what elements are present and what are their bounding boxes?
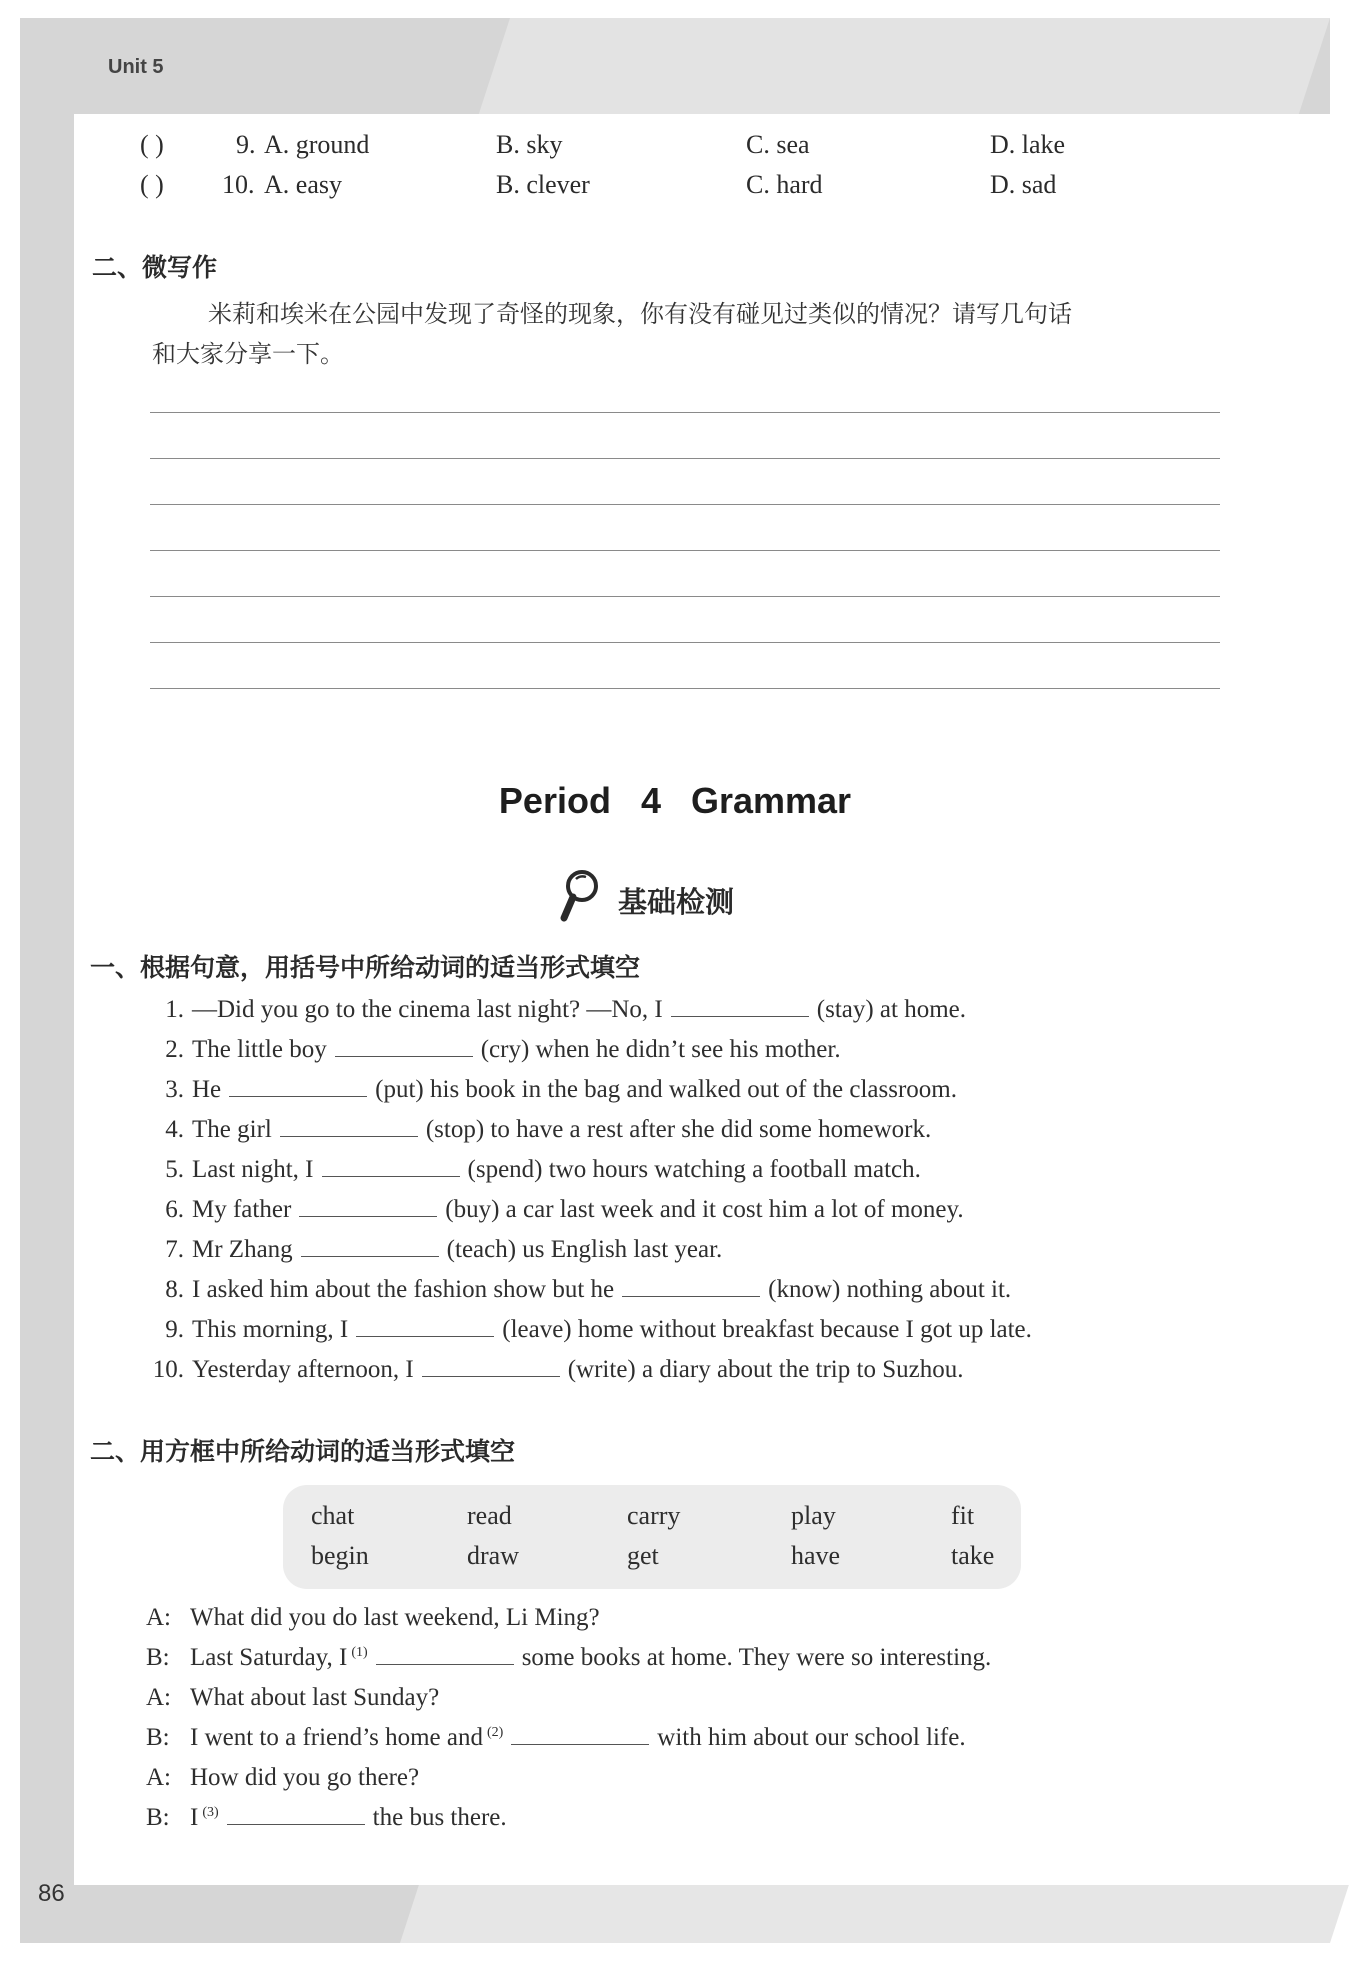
writing-line[interactable]	[150, 412, 1220, 413]
writing-line[interactable]	[150, 596, 1220, 597]
item-number: 10.	[152, 1356, 184, 1383]
option-a: A. easy	[264, 170, 342, 199]
option-b: B. clever	[496, 170, 590, 199]
exercise-item	[148, 996, 966, 1024]
item-text-after: (spend) two hours watching a football match.	[467, 1156, 921, 1183]
word-item: get	[627, 1541, 659, 1570]
answer-paren[interactable]: ( )	[140, 130, 164, 159]
dialogue-text-after: the bus there.	[372, 1804, 507, 1831]
word-item: chat	[311, 1501, 355, 1530]
answer-blank[interactable]	[301, 1237, 439, 1257]
speaker-label: A:	[146, 1764, 171, 1791]
question-number: 9.	[236, 130, 256, 159]
item-number: 1.	[165, 996, 184, 1023]
question-number: 10.	[222, 170, 255, 199]
answer-blank[interactable]	[229, 1077, 367, 1097]
item-number: 5.	[165, 1156, 184, 1183]
word-item: read	[467, 1501, 512, 1530]
period-title: Period 4 Grammar	[498, 780, 852, 821]
section-title: 基础检测	[618, 885, 735, 919]
dialogue-line	[146, 1644, 991, 1672]
word-item: fit	[951, 1501, 975, 1530]
item-text-after: (write) a diary about the trip to Suzhou.	[567, 1356, 964, 1383]
exercise-item	[148, 1116, 931, 1144]
exercise-item	[148, 1276, 1011, 1304]
option-c: C. sea	[746, 130, 810, 159]
word-item: begin	[311, 1541, 369, 1570]
speaker-label: B:	[146, 1724, 170, 1751]
item-text-after: (stop) to have a rest after she did some homework.	[425, 1116, 932, 1143]
dialogue-line	[146, 1684, 439, 1712]
dialogue-line	[146, 1804, 507, 1832]
answer-blank[interactable]	[335, 1037, 473, 1057]
blank-marker: (2)	[486, 1724, 504, 1740]
option-a: A. ground	[264, 130, 370, 159]
dialogue-text: What about last Sunday?	[190, 1684, 440, 1711]
writing-line[interactable]	[150, 688, 1220, 689]
option-b: B. sky	[496, 130, 563, 159]
unit-label: Unit 5	[108, 56, 164, 78]
item-number: 4.	[165, 1116, 184, 1143]
dialogue-text: I	[190, 1804, 199, 1831]
word-box	[283, 1485, 1021, 1589]
answer-blank[interactable]	[511, 1725, 649, 1745]
item-text-before: I asked him about the fashion show but he	[192, 1276, 615, 1303]
item-text-before: The girl	[192, 1116, 272, 1143]
dialogue-line	[146, 1604, 600, 1632]
item-text-before: Yesterday afternoon, I	[192, 1356, 414, 1383]
writing-line[interactable]	[150, 550, 1220, 551]
item-text-before: Mr Zhang	[192, 1236, 293, 1263]
answer-blank[interactable]	[356, 1317, 494, 1337]
word-item: take	[951, 1541, 995, 1570]
word-item: play	[791, 1501, 836, 1530]
item-number: 3.	[165, 1076, 184, 1103]
exercise-item	[148, 1316, 1032, 1344]
page-number: 86	[38, 1880, 65, 1907]
exercise-item	[148, 1076, 957, 1104]
item-text-before: He	[192, 1076, 222, 1103]
part2-heading: 二、用方框中所给动词的适当形式填空	[90, 1437, 516, 1466]
dialogue-text: How did you go there?	[190, 1764, 420, 1791]
answer-blank[interactable]	[671, 997, 809, 1017]
speaker-label: B:	[146, 1804, 170, 1831]
exercise-item	[148, 1036, 841, 1064]
blank-marker: (1)	[351, 1644, 368, 1660]
item-text-after: (know) nothing about it.	[768, 1276, 1012, 1303]
item-text-before: —Did you go to the cinema last night? —No, I	[192, 996, 663, 1023]
speaker-label: A:	[146, 1684, 171, 1711]
item-text-after: (leave) home without breakfast because I got up late.	[502, 1316, 1032, 1343]
word-item: have	[791, 1541, 841, 1570]
item-number: 9.	[165, 1316, 184, 1343]
answer-blank[interactable]	[422, 1357, 560, 1377]
writing-heading: 二、微写作	[92, 253, 218, 282]
blank-marker: (3)	[202, 1804, 219, 1820]
exercise-item	[148, 1356, 963, 1384]
item-text-before: This morning, I	[192, 1316, 349, 1343]
part1-heading: 一、根据句意，用括号中所给动词的适当形式填空	[90, 953, 641, 982]
word-item: draw	[467, 1541, 519, 1570]
answer-blank[interactable]	[280, 1117, 418, 1137]
item-text-after: (teach) us English last year.	[446, 1236, 723, 1263]
answer-paren[interactable]: ( )	[140, 170, 164, 199]
writing-line[interactable]	[150, 642, 1220, 643]
option-d: D. sad	[990, 170, 1057, 199]
writing-line[interactable]	[150, 504, 1220, 505]
item-number: 2.	[165, 1036, 184, 1063]
writing-prompt-line1: 米莉和埃米在公园中发现了奇怪的现象，你有没有碰见过类似的情况？请写几句话	[208, 300, 1072, 328]
item-text-after: (put) his book in the bag and walked out of the classroom.	[375, 1076, 957, 1103]
dialogue-text: I went to a friend’s home and	[190, 1724, 483, 1751]
item-text-before: Last night, I	[192, 1156, 314, 1183]
dialogue-text: What did you do last weekend, Li Ming?	[190, 1604, 600, 1631]
dialogue-text-after: some books at home. They were so interesting.	[521, 1644, 992, 1671]
answer-blank[interactable]	[622, 1277, 760, 1297]
item-text-before: My father	[192, 1196, 292, 1223]
option-c: C. hard	[746, 170, 823, 199]
answer-blank[interactable]	[299, 1197, 437, 1217]
speaker-label: A:	[146, 1604, 171, 1631]
item-number: 7.	[165, 1236, 184, 1263]
header-decoration	[479, 18, 1330, 114]
item-text-after: (cry) when he didn’t see his mother.	[480, 1036, 841, 1063]
exercise-item	[148, 1236, 722, 1264]
answer-blank[interactable]	[227, 1805, 365, 1825]
item-text-after: (buy) a car last week and it cost him a lot of money.	[445, 1196, 964, 1223]
item-number: 6.	[165, 1196, 184, 1223]
answer-blank[interactable]	[376, 1645, 514, 1665]
answer-blank[interactable]	[322, 1157, 460, 1177]
dialogue-line	[146, 1764, 419, 1792]
word-item: carry	[627, 1501, 681, 1530]
magnifier-icon	[556, 868, 604, 926]
writing-line[interactable]	[150, 458, 1220, 459]
option-d: D. lake	[990, 130, 1066, 159]
writing-prompt-line2: 和大家分享一下。	[152, 340, 344, 368]
dialogue-text: Last Saturday, I	[190, 1644, 348, 1671]
item-text-before: The little boy	[192, 1036, 327, 1063]
item-text-after: (stay) at home.	[816, 996, 967, 1023]
item-number: 8.	[165, 1276, 184, 1303]
dialogue-line	[146, 1724, 966, 1752]
dialogue-text-after: with him about our school life.	[657, 1724, 966, 1751]
exercise-item	[148, 1156, 921, 1184]
speaker-label: B:	[146, 1644, 170, 1671]
exercise-item	[148, 1196, 964, 1224]
